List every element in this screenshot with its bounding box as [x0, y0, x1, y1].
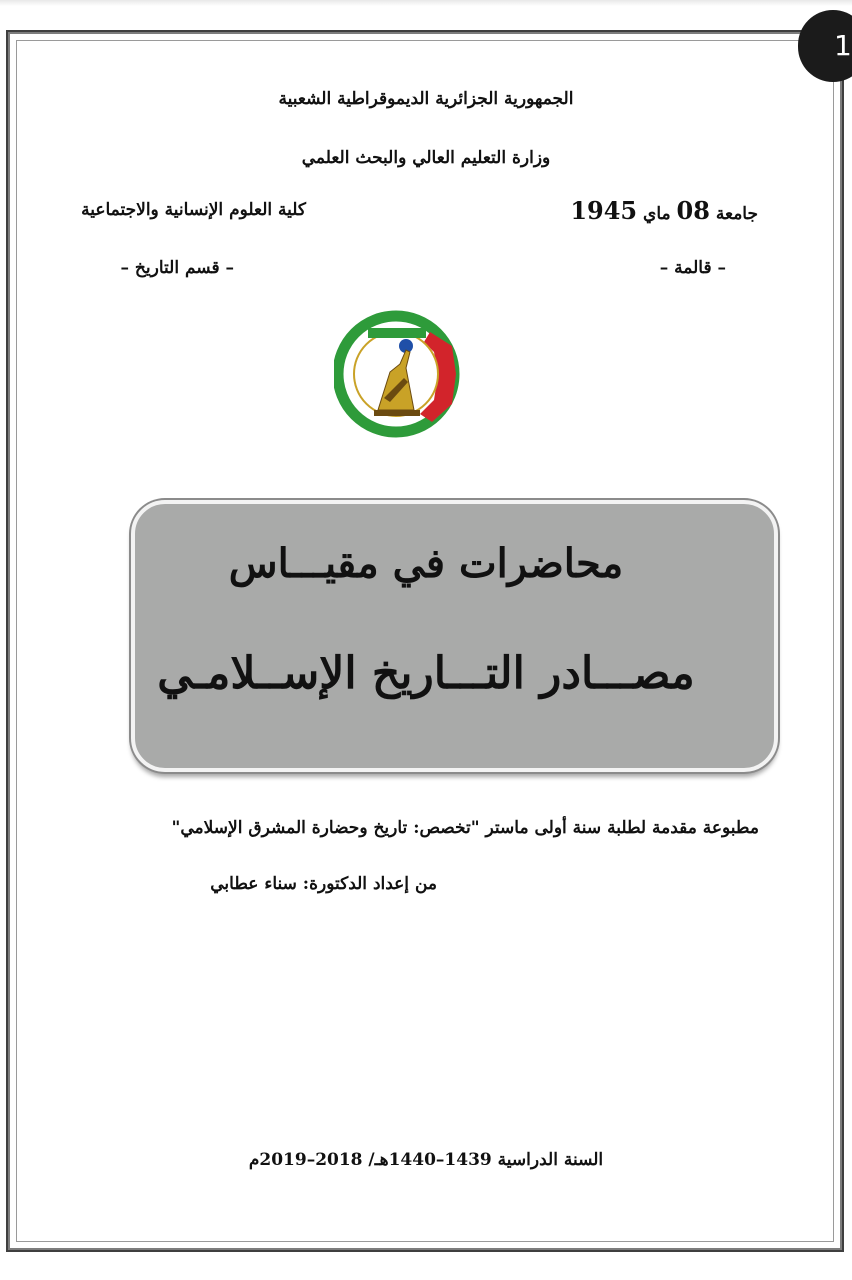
- seal-base: [374, 410, 420, 416]
- university-month: ماي: [643, 204, 671, 224]
- university-name: [570, 196, 758, 225]
- description-line: مطبوعة مقدمة لطلبة سنة أولى ماستر "تخصص: تاريخ وحضارة المشرق الإسلامي": [171, 818, 759, 838]
- title-line-2: مصـــادر التـــاريخ الإســلامـي: [157, 648, 695, 699]
- page-number: 1: [834, 29, 852, 62]
- university-year: 1945: [570, 196, 638, 225]
- academic-year-line: السنة الدراسية 1439–1440هـ/ 2018–2019م: [248, 1150, 604, 1170]
- university-day: 08: [676, 196, 710, 225]
- faculty-name: كلية العلوم الإنسانية والاجتماعية: [81, 200, 306, 220]
- city-name: – قالمة –: [659, 258, 726, 278]
- university-prefix: جامعة: [715, 204, 758, 224]
- top-shadow: [0, 0, 852, 6]
- seal-banner: [368, 328, 426, 338]
- author-line: من إعداد الدكتورة: سناء عطابي: [210, 874, 437, 894]
- seal-gear-tooth: [438, 384, 452, 390]
- republic-line: الجمهورية الجزائرية الديموقراطية الشعبية: [278, 89, 574, 109]
- department-name: – قسم التاريخ –: [120, 258, 234, 278]
- title-line-1: محاضرات في مقيـــاس: [228, 540, 624, 587]
- seal-gear-tooth: [438, 356, 452, 362]
- university-seal-icon: [334, 306, 470, 442]
- ministry-line: وزارة التعليم العالي والبحث العلمي: [301, 148, 551, 168]
